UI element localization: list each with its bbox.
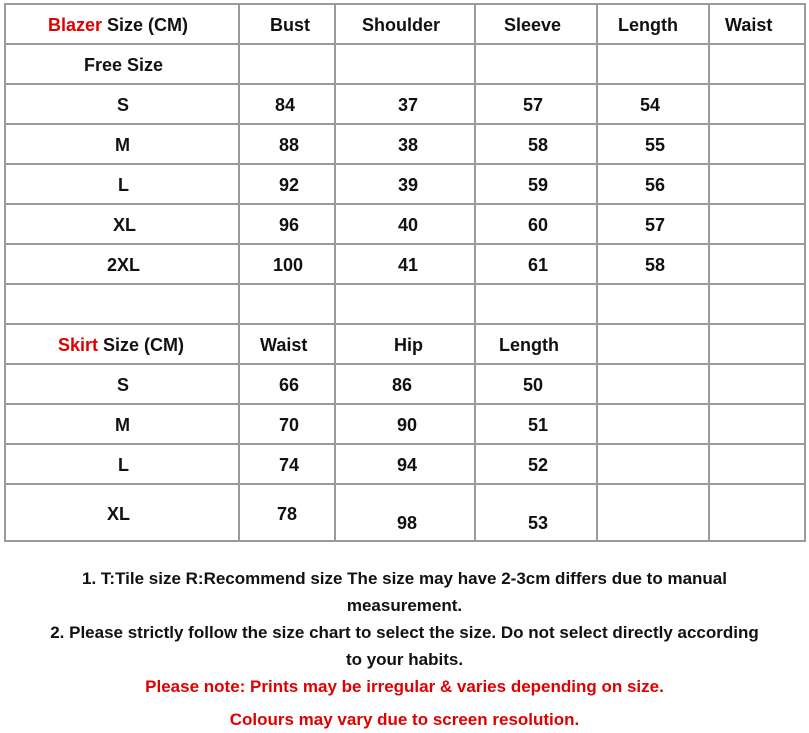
blazer-col-bust: Bust — [270, 15, 310, 35]
blazer-length: 58 — [645, 255, 666, 275]
blazer-length: 55 — [645, 135, 666, 155]
skirt-size: XL — [107, 504, 131, 524]
skirt-length: 52 — [528, 455, 549, 475]
blazer-shoulder: 40 — [398, 215, 419, 235]
blazer-size: S — [117, 95, 130, 115]
skirt-waist: 66 — [279, 375, 300, 395]
skirt-length: 51 — [528, 415, 549, 435]
skirt-title-colored: Skirt — [58, 335, 99, 355]
blazer-shoulder: 39 — [398, 175, 419, 195]
free-size-label: Free Size — [84, 55, 164, 75]
blazer-col-waist: Waist — [725, 15, 773, 35]
blazer-sleeve: 60 — [528, 215, 549, 235]
blazer-shoulder: 37 — [398, 95, 419, 115]
skirt-waist: 70 — [279, 415, 300, 435]
skirt-waist: 74 — [279, 455, 300, 475]
skirt-length: 50 — [523, 375, 544, 395]
skirt-col-length: Length — [499, 335, 559, 355]
note-line-2: 2. Please strictly follow the size chart to select the size. Do not select directly according — [50, 623, 759, 642]
skirt-col-hip: Hip — [394, 335, 423, 355]
skirt-size: M — [115, 415, 130, 435]
blazer-title-rest: Size (CM) — [102, 15, 189, 35]
blazer-shoulder: 41 — [398, 255, 419, 275]
blazer-sleeve: 58 — [528, 135, 549, 155]
blazer-length: 57 — [645, 215, 666, 235]
skirt-title — [58, 335, 184, 355]
note-line-2-cont: to your habits. — [345, 650, 464, 669]
blazer-shoulder: 38 — [398, 135, 419, 155]
blazer-bust: 100 — [273, 255, 304, 275]
note-line-1: 1. T:Tile size R:Recommend size The size may have 2-3cm differs due to manual — [82, 569, 727, 588]
size-notes — [0, 565, 809, 733]
warning-prints: Please note: Prints may be irregular & varies depending on size. — [145, 677, 664, 696]
blazer-sleeve: 59 — [528, 175, 549, 195]
skirt-hip: 94 — [397, 455, 418, 475]
blazer-length: 54 — [640, 95, 661, 115]
skirt-length: 53 — [528, 513, 549, 533]
blazer-sleeve: 57 — [523, 95, 544, 115]
skirt-size: S — [117, 375, 130, 395]
blazer-bust: 96 — [279, 215, 300, 235]
skirt-hip: 98 — [397, 513, 418, 533]
blazer-size: M — [115, 135, 130, 155]
blazer-title-colored: Blazer — [48, 15, 103, 35]
blazer-title — [48, 15, 188, 35]
blazer-col-sleeve: Sleeve — [504, 15, 562, 35]
skirt-col-waist: Waist — [260, 335, 308, 355]
blazer-bust: 84 — [275, 95, 296, 115]
skirt-title-rest: Size (CM) — [98, 335, 185, 355]
blazer-size: XL — [113, 215, 137, 235]
blazer-bust: 88 — [279, 135, 300, 155]
blazer-bust: 92 — [279, 175, 300, 195]
skirt-hip: 90 — [397, 415, 418, 435]
blazer-size: 2XL — [107, 255, 141, 275]
warning-colours: Colours may vary due to screen resolution. — [229, 710, 580, 729]
note-line-1-cont: measurement. — [346, 596, 463, 615]
blazer-sleeve: 61 — [528, 255, 549, 275]
blazer-col-shoulder: Shoulder — [362, 15, 441, 35]
skirt-waist: 78 — [277, 504, 298, 524]
blazer-col-length: Length — [618, 15, 678, 35]
blazer-length: 56 — [645, 175, 666, 195]
blazer-size: L — [118, 175, 129, 195]
skirt-hip: 86 — [392, 375, 413, 395]
skirt-size: L — [118, 455, 129, 475]
